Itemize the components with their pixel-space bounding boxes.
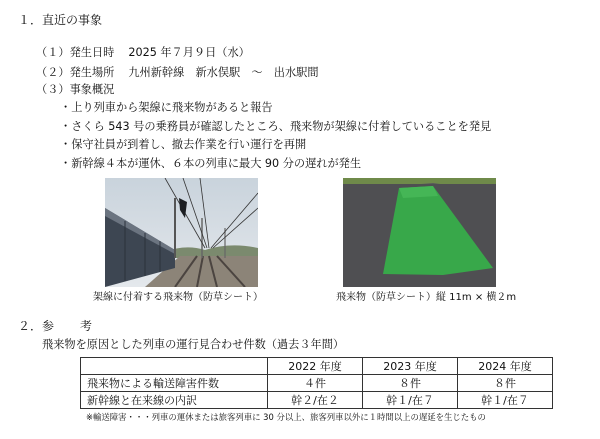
- section-2-heading-num: ２．参: [18, 319, 55, 333]
- photo-caption: 架線に付着する飛来物（防草シート）: [93, 292, 263, 303]
- item-label: 発生場所: [69, 66, 115, 79]
- item-number: （３）: [36, 83, 70, 96]
- item-location: [36, 67, 319, 78]
- table-header-cell: 2024 年度: [458, 358, 553, 375]
- table-row: [81, 392, 553, 409]
- table-cell: ４件: [268, 375, 363, 392]
- item-label: 事象概況: [69, 83, 115, 96]
- item-date: [36, 47, 250, 58]
- item-number: （１）: [36, 46, 70, 59]
- photo-overhead-wire: [105, 178, 258, 287]
- item-summary: [36, 84, 114, 95]
- item-value: 九州新幹線 新水俣駅 ～ 出水駅間: [128, 66, 319, 79]
- table-cell: 幹２/在２: [268, 392, 363, 409]
- section-2-heading: [18, 320, 92, 332]
- table-cell: 幹１/在７: [458, 392, 553, 409]
- table-header-cell: 2023 年度: [363, 358, 458, 375]
- footnote: ※輸送障害・・・列車の運休または旅客列車に 30 分以上、旅客列車以外に１時間以上の遅延を生じたもの: [86, 412, 486, 422]
- bullet-item: ・保守社員が到着し、撤去作業を行い運行を再開: [60, 138, 307, 151]
- table-header-cell: 2022 年度: [268, 358, 363, 375]
- reference-table: [80, 357, 553, 409]
- item-label: 発生日時: [69, 46, 115, 59]
- bullet-item: ・上り列車から架線に飛来物があると報告: [60, 101, 273, 114]
- bullet-item: ・新幹線４本が運休、６本の列車に最大 90 分の遅れが発生: [60, 157, 362, 170]
- table-header-row: [81, 358, 553, 375]
- bullet-item: ・さくら 543 号の乗務員が確認したところ、飛来物が架線に付着していることを発見: [60, 120, 492, 133]
- table-cell: 飛来物による輸送障害件数: [81, 375, 268, 392]
- item-number: （２）: [36, 66, 70, 79]
- item-value: 2025 年７月９日（水）: [128, 46, 250, 59]
- table-cell: ８件: [458, 375, 553, 392]
- table-cell: 新幹線と在来線の内訳: [81, 392, 268, 409]
- table-header-cell: [81, 358, 268, 375]
- table-title: 飛来物を原因とした列車の運行見合わせ件数（過去３年間）: [42, 338, 345, 351]
- table-row: [81, 375, 553, 392]
- table-cell: ８件: [363, 375, 458, 392]
- section-2-heading-rest: 考: [80, 319, 93, 333]
- table-cell: 幹１/在７: [363, 392, 458, 409]
- photo-weed-sheet: [343, 178, 496, 287]
- photo-caption: 飛来物（防草シート）縦 11m × 横２m: [336, 292, 517, 303]
- section-1-heading: １．直近の事象: [18, 13, 103, 27]
